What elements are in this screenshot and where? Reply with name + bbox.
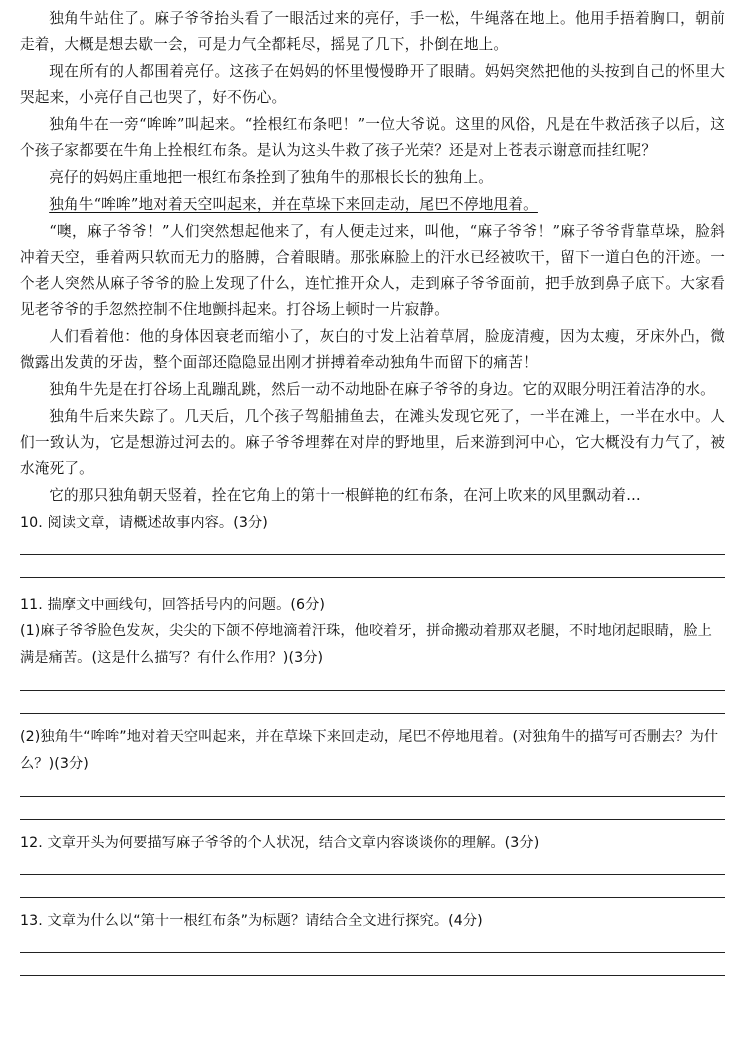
- spacer: [20, 578, 725, 592]
- underlined-sentence: [20, 192, 725, 218]
- spacer: [20, 875, 725, 897]
- question-11-2: (2)独角牛“哞哞”地对着天空叫起来，并在草垛下来回走动，尾巴不停地甩着。(对独角牛的描写可否删去？为什么？)(3分): [20, 729, 719, 772]
- spacer: [20, 953, 725, 975]
- question-10: 10. 阅读文章，请概述故事内容。(3分): [20, 515, 268, 531]
- spacer: [20, 934, 725, 952]
- spacer: [20, 691, 725, 713]
- question-12: 12. 文章开头为何要描写麻子爷爷的个人状况，结合文章内容谈谈你的理解。(3分): [20, 835, 540, 851]
- passage-paragraph: 独角牛后来失踪了。几天后，几个孩子驾船捕鱼去，在滩头发现它死了，一半在滩上，一半在水中。人们一致认为，它是想游过河去的。麻子爷爷埋葬在对岸的野地里，后来游到河中心，它大概没有力气了，被水淹死了。: [20, 408, 725, 477]
- spacer: [20, 797, 725, 819]
- passage-paragraph: 它的那只独角朝天竖着，拴在它角上的第十一根鲜艳的红布条，在河上吹来的风里飘动着…: [49, 487, 641, 504]
- underlined-text: 独角牛“哞哞”地对着天空叫起来，并在草垛下来回走动，尾巴不停地甩着。: [49, 196, 538, 213]
- question-11-1: (1)麻子爷爷脸色发灰，尖尖的下颌不停地滴着汗珠，他咬着牙，拼命搬动着那双老腿，不时地闭起眼睛，脸上满是痛苦。(这是什么描写？有什么作用？)(3分): [20, 623, 712, 666]
- question-13: 13. 文章为什么以“第十一根红布条”为标题？请结合全文进行探究。(4分): [20, 913, 483, 929]
- spacer: [20, 856, 725, 874]
- passage-paragraph: 独角牛站住了。麻子爷爷抬头看了一眼活过来的亮仔，手一松，牛绳落在地上。他用手捂着胸口，朝前走着，大概是想去歇一会，可是力气全都耗尽，摇晃了几下，扑倒在地上。: [20, 10, 725, 53]
- passage-paragraph: “噢，麻子爷爷！”人们突然想起他来了，有人便走过来，叫他，“麻子爷爷！”麻子爷爷背靠草垛，脸斜冲着天空，垂着两只软而无力的胳膊，合着眼睛。那张麻脸上的汗水已经被吹干，留下一道白色的汗迹。一个老人突然从麻子爷爷的脸上发现了什么，连忙推开众人，走到麻子爷爷面前，把手放到鼻子底下。大家看见老爷爷的手忽然控制不住地颤抖起来。打谷场上顿时一片寂静。: [20, 223, 725, 318]
- spacer: [20, 820, 725, 830]
- passage-paragraph: 人们看着他：他的身体因衰老而缩小了，灰白的寸发上沾着草屑，脸庞清瘦，因为太瘦，牙床外凸，微微露出发黄的牙齿，整个面部还隐隐显出刚才拼搏着牵动独角牛而留下的痛苦！: [20, 328, 725, 371]
- spacer: [20, 555, 725, 577]
- spacer: [20, 672, 725, 690]
- spacer: [20, 778, 725, 796]
- answer-line[interactable]: [20, 975, 725, 976]
- spacer: [20, 714, 725, 724]
- spacer: [20, 898, 725, 908]
- passage-paragraph: 现在所有的人都围着亮仔。这孩子在妈妈的怀里慢慢睁开了眼睛。妈妈突然把他的头按到自己的怀里大哭起来，小亮仔自己也哭了，好不伤心。: [20, 63, 725, 106]
- passage-paragraph: 独角牛在一旁“哞哞”叫起来。“拴根红布条吧！”一位大爷说。这里的风俗，凡是在牛救活孩子以后，这个孩子家都要在牛角上拴根红布条。是认为这头牛救了孩子光荣？还是对上苍表示谢意而挂红呢？: [20, 116, 725, 159]
- passage-paragraph: 亮仔的妈妈庄重地把一根红布条拴到了独角牛的那根长长的独角上。: [49, 169, 494, 186]
- passage-paragraph: 独角牛先是在打谷场上乱蹦乱跳，然后一动不动地卧在麻子爷爷的身边。它的双眼分明汪着洁净的水。: [49, 381, 715, 398]
- question-11: 11. 揣摩文中画线句，回答括号内的问题。(6分): [20, 597, 326, 613]
- spacer: [20, 536, 725, 554]
